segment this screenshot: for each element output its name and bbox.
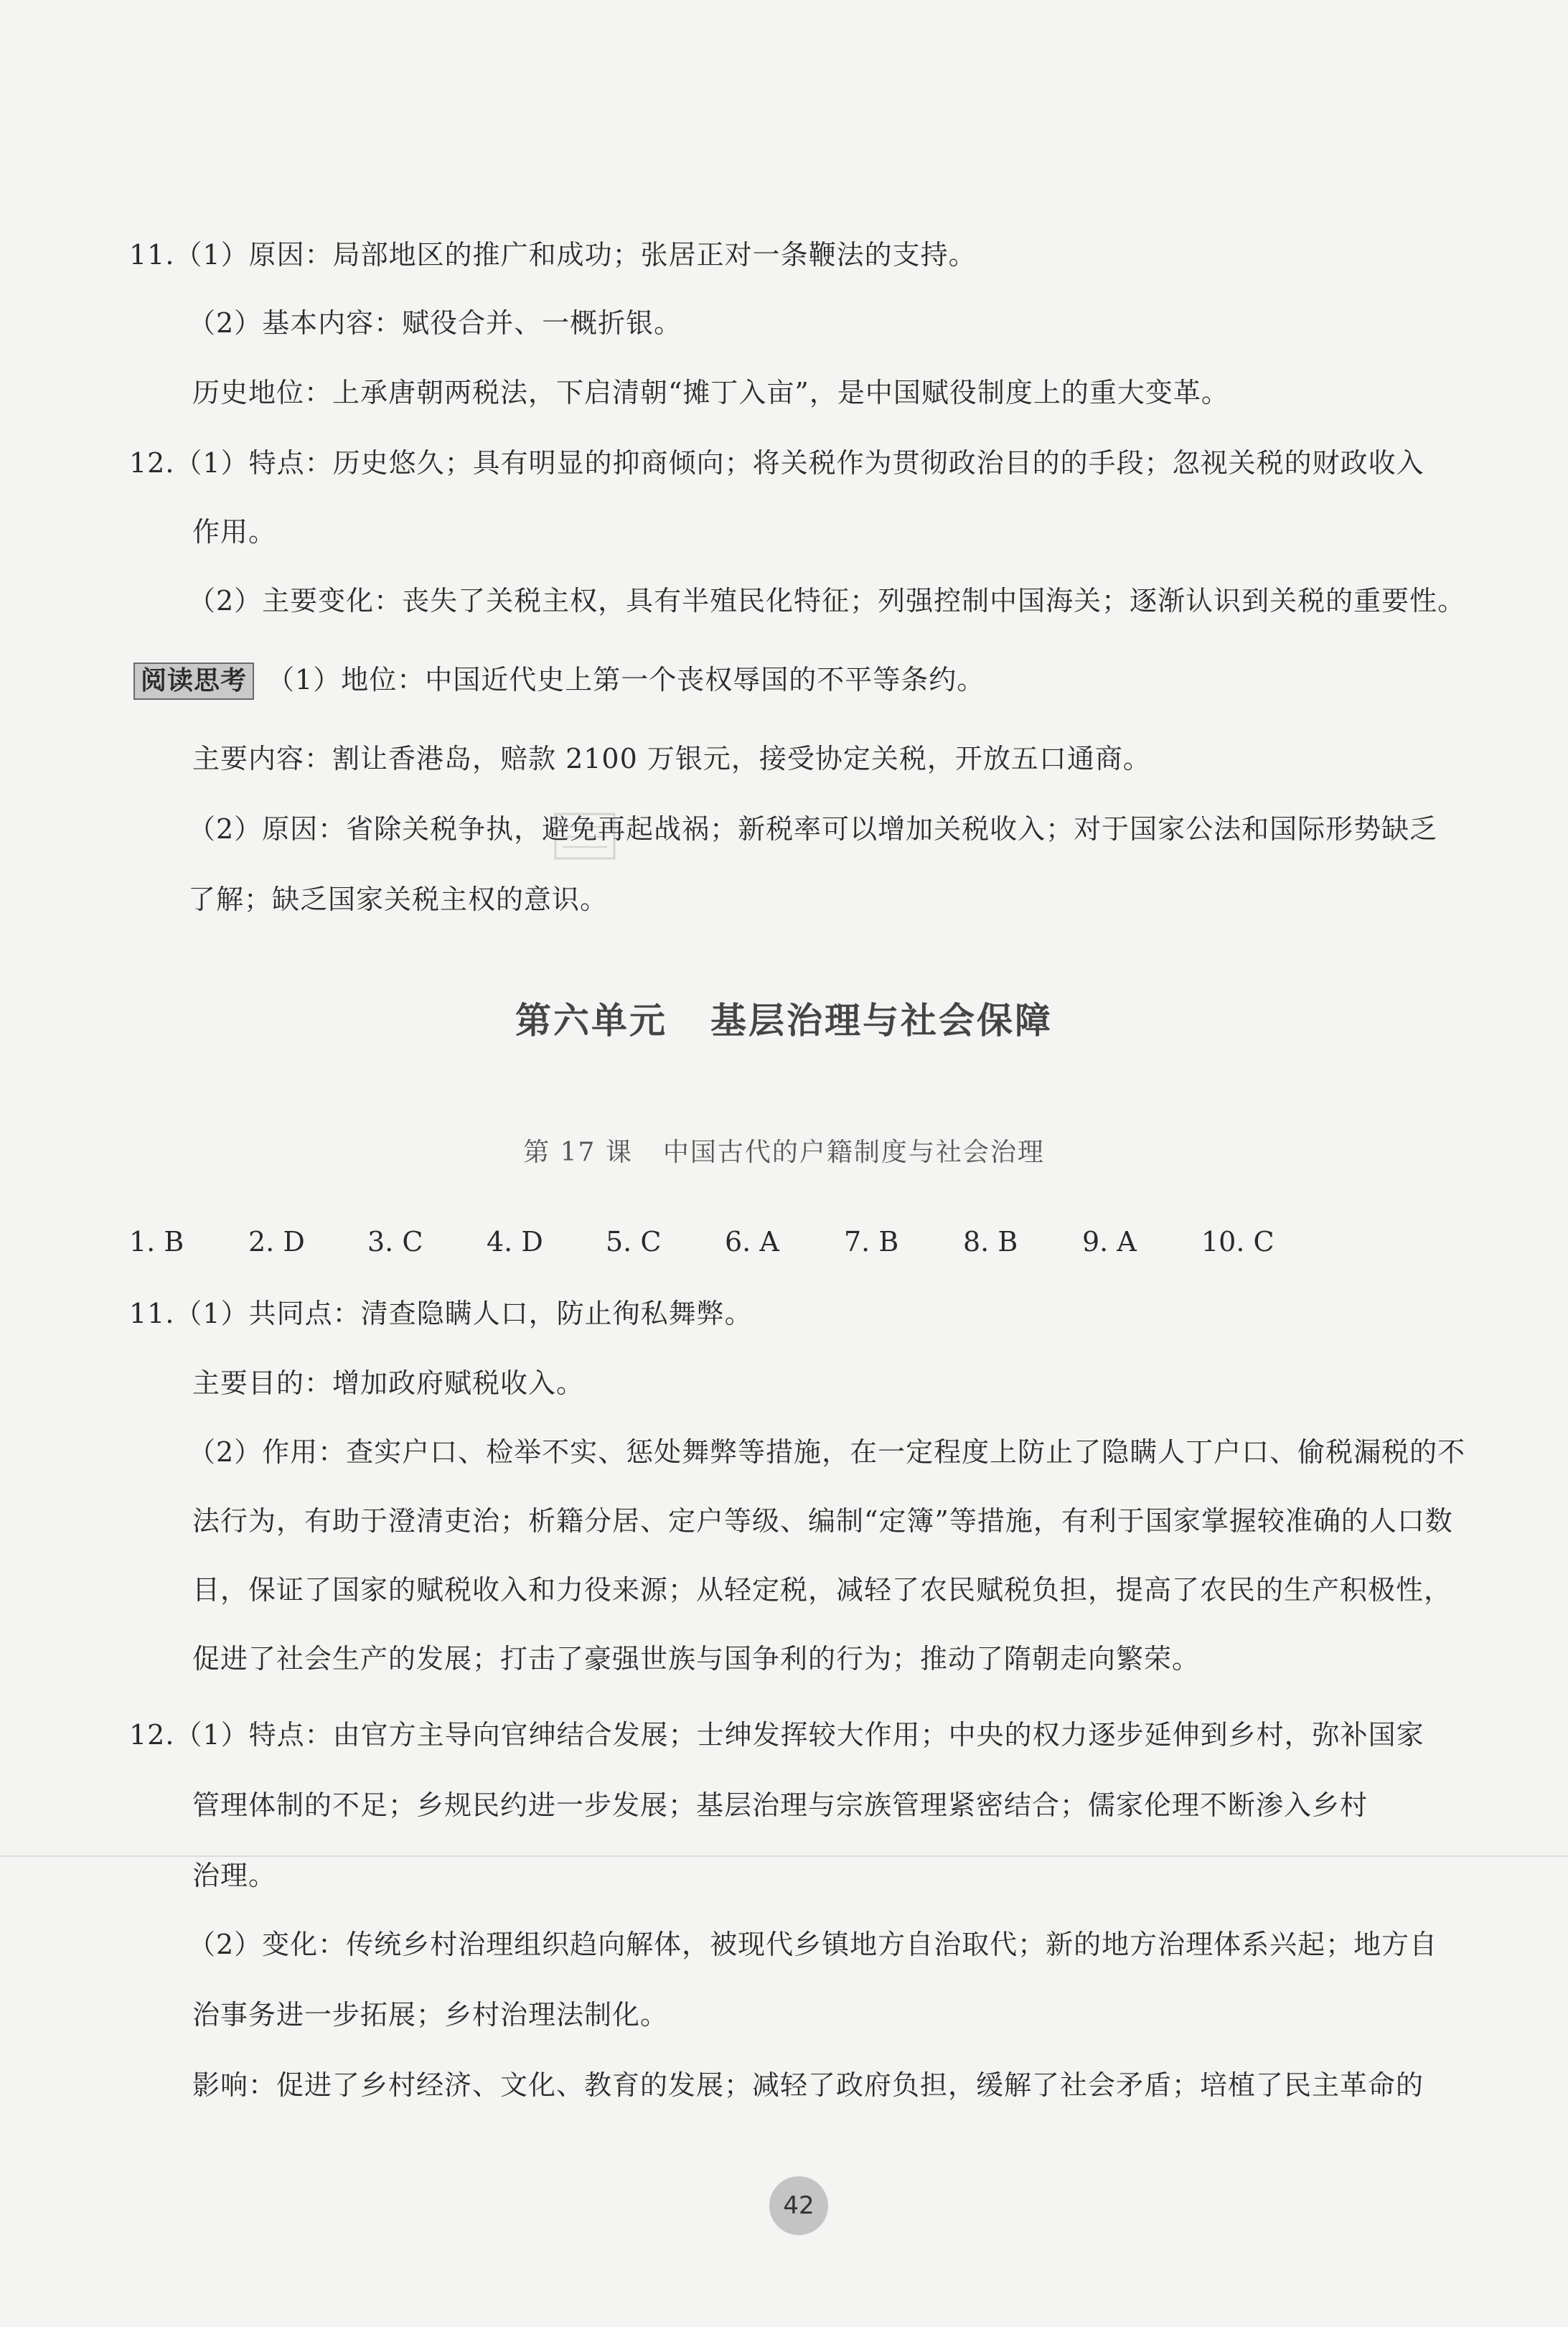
l17-q12-features: 12.（1）特点：由官方主导向官绅结合发展；士绅发挥较大作用；中央的权力逐步延伸到乡村，弥补国家	[129, 1719, 1424, 1751]
l17-q11-common: 11.（1）共同点：清查隐瞒人口，防止徇私舞弊。	[129, 1298, 753, 1329]
answer-item: 10. C	[1201, 1226, 1274, 1258]
q11-content: （2）基本内容：赋役合并、一概折银。	[188, 307, 682, 339]
multiple-choice-answers	[129, 1224, 1274, 1260]
reading-thinking-row	[133, 662, 985, 700]
reading-status: （1）地位：中国近代史上第一个丧权辱国的不平等条约。	[267, 664, 985, 696]
l17-q11-effect: （2）作用：查实户口、检举不实、惩处舞弊等措施，在一定程度上防止了隐瞒人丁户口、偷税漏税的不	[188, 1436, 1466, 1468]
q12-features-cont: 作用。	[192, 516, 277, 548]
q11-reason: 11.（1）原因：局部地区的推广和成功；张居正对一条鞭法的支持。	[129, 239, 977, 271]
unit-title: 基层治理与社会保障	[710, 1000, 1053, 1041]
q12-features: 12.（1）特点：历史悠久；具有明显的抑商倾向；将关税作为贯彻政治目的的手段；忽视关税的财政收入	[129, 447, 1424, 479]
l17-q12-features-end: 治理。	[192, 1860, 277, 1891]
l17-q11-purpose: 主要目的：增加政府赋税收入。	[192, 1367, 585, 1399]
unit-number: 第六单元	[515, 1000, 667, 1041]
lesson-number: 第 17 课	[523, 1138, 633, 1167]
reading-content: 主要内容：割让香港岛，赔款 2100 万银元，接受协定关税，开放五口通商。	[192, 743, 1151, 774]
library-stamp-icon	[553, 811, 617, 861]
answer-item: 5. C	[606, 1226, 662, 1258]
answer-item: 8. B	[963, 1226, 1018, 1258]
l17-q12-changes-cont: 治事务进一步拓展；乡村治理法制化。	[192, 1999, 669, 2031]
l17-q12-impact: 影响：促进了乡村经济、文化、教育的发展；减轻了政府负担，缓解了社会矛盾；培植了民主革命的	[192, 2069, 1424, 2101]
q11-status: 历史地位：上承唐朝两税法，下启清朝“摊丁入亩”，是中国赋役制度上的重大变革。	[192, 377, 1229, 408]
reading-thinking-label: 阅读思考	[133, 662, 254, 700]
answer-item: 4. D	[487, 1226, 543, 1258]
answer-item: 7. B	[844, 1226, 899, 1258]
answer-item: 2. D	[248, 1226, 305, 1258]
answer-item: 1. B	[129, 1226, 184, 1258]
lesson-title: 中国古代的户籍制度与社会治理	[662, 1138, 1045, 1167]
unit-heading	[0, 992, 1568, 1044]
answer-item: 3. C	[367, 1226, 423, 1258]
answer-item: 6. A	[725, 1226, 779, 1258]
reading-reason-cont: 了解；缺乏国家关税主权的意识。	[188, 884, 609, 915]
page-divider	[0, 1855, 1568, 1857]
l17-q12-changes: （2）变化：传统乡村治理组织趋向解体，被现代乡镇地方自治取代；新的地方治理体系兴起；地方自	[188, 1929, 1438, 1960]
l17-q12-features-cont: 管理体制的不足；乡规民约进一步发展；基层治理与宗族管理紧密结合；儒家伦理不断渗入乡村	[192, 1789, 1369, 1821]
l17-q11-effect-cont3: 促进了社会生产的发展；打击了豪强世族与国争利的行为；推动了隋朝走向繁荣。	[192, 1643, 1201, 1675]
l17-q11-effect-cont2: 目，保证了国家的赋税收入和力役来源；从轻定税，减轻了农民赋税负担，提高了农民的生产积极性，	[192, 1574, 1452, 1606]
page-number-badge: 42	[769, 2176, 828, 2235]
reading-reason: （2）原因：省除关税争执，避免再起战祸；新税率可以增加关税收入；对于国家公法和国际形势缺乏	[188, 813, 1438, 845]
answer-item: 9. A	[1082, 1226, 1137, 1258]
q12-changes: （2）主要变化：丧失了关税主权，具有半殖民化特征；列强控制中国海关；逐渐认识到关税的重要性。	[188, 585, 1466, 617]
l17-q11-effect-cont1: 法行为，有助于澄清吏治；析籍分居、定户等级、编制“定簿”等措施，有利于国家掌握较准确的人口数	[192, 1505, 1453, 1537]
lesson-heading	[0, 1132, 1568, 1169]
